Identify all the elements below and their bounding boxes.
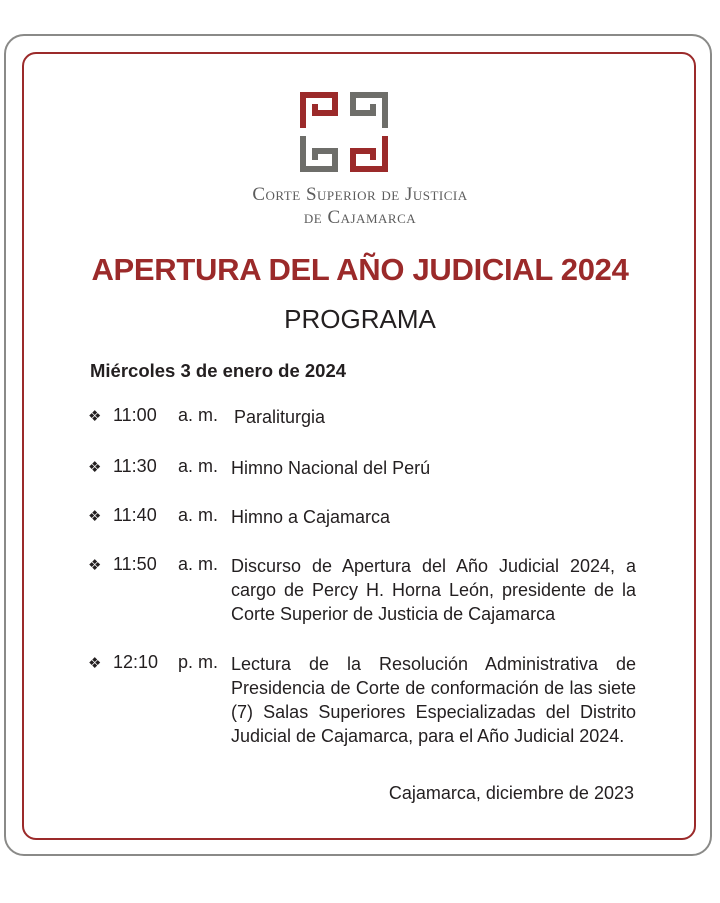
organization-name: Corte Superior de Justicia: [252, 184, 468, 205]
page-subtitle: PROGRAMA: [284, 304, 436, 334]
schedule-time: 11:50: [113, 554, 157, 574]
organization-location: de Cajamarca: [303, 207, 417, 228]
schedule-time: 11:00: [113, 405, 157, 425]
diamond-bullet-icon: ❖: [88, 557, 102, 574]
diamond-bullet-icon: ❖: [88, 459, 102, 476]
schedule-period: a. m.: [178, 505, 219, 525]
court-logo-icon: [300, 92, 388, 172]
schedule-period: a. m.: [178, 405, 219, 425]
schedule-description: Himno a Cajamarca: [231, 507, 391, 527]
footer-place-date: Cajamarca, diciembre de 2023: [388, 783, 634, 803]
schedule-description: Discurso de Apertura del Año Judicial 2024, a cargo de Percy H. Horna León, presidente de la Corte Superior de Justicia de Cajamarca: [231, 556, 636, 624]
schedule-description: Paraliturgia: [234, 407, 326, 427]
schedule-time: 11:30: [113, 456, 157, 476]
schedule-description: Lectura de la Resolución Administrativa de Presidencia de Corte de conformación de las siete (7) Salas Superiores Especializadas del Distrito Judicial de Cajamarca, para el Año Judicial 2024.: [231, 654, 636, 746]
schedule-period: p. m.: [178, 652, 219, 672]
schedule-time: 11:40: [113, 505, 157, 525]
event-date: Miércoles 3 de enero de 2024: [90, 360, 347, 381]
schedule-description: Himno Nacional del Perú: [231, 458, 431, 478]
diamond-bullet-icon: ❖: [88, 408, 102, 425]
schedule-period: a. m.: [178, 456, 219, 476]
schedule-period: a. m.: [178, 554, 219, 574]
diamond-bullet-icon: ❖: [88, 655, 102, 672]
diamond-bullet-icon: ❖: [88, 508, 102, 525]
page-title: APERTURA DEL AÑO JUDICIAL 2024: [91, 252, 629, 287]
schedule-time: 12:10: [113, 652, 159, 672]
